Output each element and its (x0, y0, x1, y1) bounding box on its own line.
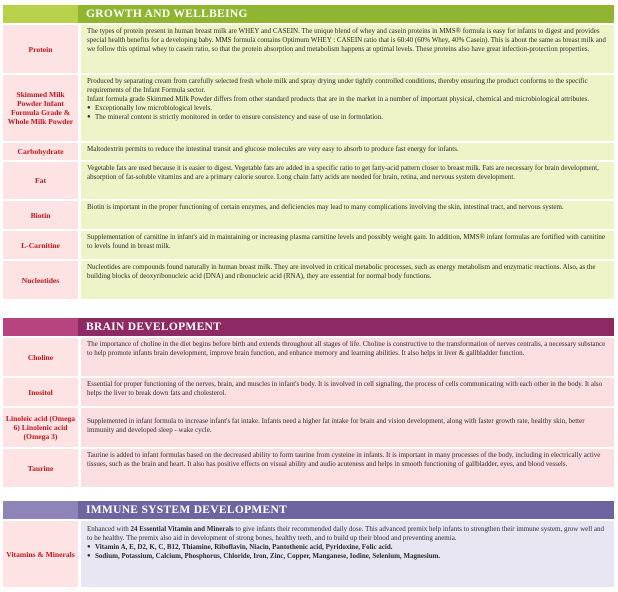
nutrient-row-fat (3, 162, 614, 199)
nutrient-description: Taurine is added to infant formulas based on the decreased ability to form taurine from cysteine in infants. It is important in many processes of the body, including in electrically active tissues, such as the brain and heart. It also has positive effects on visual ability and audio acuteness and helps in smooth functioning of gallbladder, eyes, and blood vessels. (81, 449, 614, 487)
list-item (87, 543, 609, 552)
section-immune-development (3, 501, 614, 587)
nutrient-label: Vitamins & Minerals (3, 521, 78, 587)
nutrient-description: Maltodextrin permits to reduce the intestinal transit and glucose molecules are very easy to absorb to produce fast energy for infants. (81, 143, 614, 160)
nutrient-row-vitamins-minerals (3, 521, 614, 587)
list-item (87, 552, 609, 561)
nutrient-description: Supplemented in infant formula to increase infant's fat intake. Infants need a higher fat intake for brain and vision development, along with faster growth rate, healthy skin, better immunity and developed sleep - wake cycle. (81, 408, 614, 447)
section-brain-development (3, 318, 614, 487)
nutrient-description: The types of protein present in human breast milk are WHEY and CASEIN. The unique blend of whey and casein proteins in MMS® formula is easy for infants to digest and provides special health benefits for a developing baby. MMS formula contains Optimum WHEY : CASEIN ratio that is 60:40 (60% Whey, 40% Casein). This is about the same as breast milk and we follow this optimal whey to casein ratio, so that the protein absorption and metabolism happens at optimal levels. These proteins also have great infection-protection properties. (81, 25, 614, 73)
nutrient-description: Supplementation of carnitine in infant's aid in maintaining or increasing plasma carnitine levels and possibly weight gain. In addition, MMS® infant formulas are fortified with carnitine to levels found in breast milk. (81, 231, 614, 259)
nutrient-label: Skimmed Milk Powder Infant Formula Grade & Whole Milk Powder (3, 75, 78, 141)
nutrient-row-protein (3, 25, 614, 73)
nutrient-label: Biotin (3, 201, 78, 229)
nutrient-row-inositol (3, 378, 614, 406)
text-run: to give infants their recommended daily dose. This advanced premix help infants to strengthen their immune system, grow well and to be healthy. The premix also aid in development of strong bones, healthy teeth, and to build up their blood and preventing anemia. (87, 525, 605, 542)
text-emphasis: 24 Essential Vitamin and Minerals (130, 525, 234, 533)
section-header (3, 501, 614, 519)
list-item-text: Sodium, Potassium, Calcium, Phosphorus, Chloride, Iron, Zinc, Copper, Manganese, Iodine, Selenium, Magnesium. (95, 552, 441, 560)
nutrient-row-carbohydrate (3, 143, 614, 160)
nutrient-description: Nucleotides are compounds found naturally in human breast milk. They are involved in critical metabolic processes, such as energy metabolism and enzymatic reactions. Also, as the building blocks of deoxyribonucleic acid (DNA) and ribonucleic acid (RNA), they are essential for normal body functions. (81, 261, 614, 299)
nutrient-row-l-carnitine (3, 231, 614, 259)
nutrient-description: Essential for proper functioning of the nerves, brain, and muscles in infant's body. It is involved in cell signaling, the process of cells communicating with each other in the body. It also helps the liver to break down fats and cholesterol. (81, 378, 614, 406)
nutrient-row-biotin (3, 201, 614, 229)
list-item: ● The mineral content is strictly monitored in order to ensure consistency and ease of use in formulation. (87, 113, 609, 122)
bullet-list (87, 543, 609, 561)
nutrient-row-choline (3, 338, 614, 376)
header-accent (3, 5, 78, 23)
description-paragraph: Infant formula grade Skimmed Milk Powder differs from other standard products that are in the market in a number of important physical, chemical and microbiological attributes. (87, 95, 589, 103)
nutrient-row-omega (3, 408, 614, 447)
nutrient-row-skimmed-milk (3, 75, 614, 141)
text-run: Enhanced with (87, 525, 131, 533)
nutrient-label: L-Carnitine (3, 231, 78, 259)
nutrient-label: Choline (3, 338, 78, 376)
nutrient-description (81, 75, 614, 141)
nutrient-label: Linoleic acid (Omega 6) Linolenic acid (Omega 3) (3, 408, 78, 447)
section-title: IMMUNE SYSTEM DEVELOPMENT (78, 501, 614, 519)
header-accent (3, 501, 78, 519)
nutrient-row-nucleotides (3, 261, 614, 299)
nutrient-row-taurine (3, 449, 614, 487)
nutrient-label: Nucleotides (3, 261, 78, 299)
list-item-text: Vitamin A, E, D2, K, C, B12, Thiamine, Riboflavin, Niacin, Pantothenic acid, Pyridoxine, Folic acid. (95, 543, 393, 551)
nutrient-label: Taurine (3, 449, 78, 487)
section-header (3, 318, 614, 336)
list-item: ● Exceptionally low microbiological levels. (87, 104, 609, 113)
header-accent (3, 318, 78, 336)
description-paragraph: Produced by separating cream from carefully selected fresh whole milk and spray drying under tightly controlled conditions, thereby ensuring the product conforms to the specific requirements of the Infant Formula sector. (87, 77, 588, 94)
section-title: BRAIN DEVELOPMENT (78, 318, 614, 336)
nutrient-label: Inositol (3, 378, 78, 406)
description-paragraph (87, 525, 609, 543)
section-header (3, 5, 614, 23)
nutrient-description (81, 521, 614, 587)
nutrient-description: Biotin is important in the proper functioning of certain enzymes, and deficiencies may lead to many complications involving the skin, intestinal tract, and nervous system. (81, 201, 614, 229)
nutrient-label: Protein (3, 25, 78, 73)
nutrient-description: The importance of choline in the diet begins before birth and extends throughout all stages of life. Choline is constructive to the transformation of nerves centralis, a necessary substance to help promote infants brain development, improve brain function, and enhance memory and learning abilities. It also helps in liver & gallbladder function. (81, 338, 614, 376)
section-growth-wellbeing (3, 5, 614, 299)
nutrient-label: Carbohydrate (3, 143, 78, 160)
nutrient-label: Fat (3, 162, 78, 199)
bullet-list (87, 104, 609, 122)
section-title: GROWTH AND WELLBEING (78, 5, 614, 23)
nutrient-description: Vegetable fats are used because it is easier to digest. Vegetable fats are added in a specific ratio to get fatty-acid pattern closer to breast milk. Fats are necessary for brain development, absorption of fat-soluble vitamins and are a primary calorie source. Long chain fatty acids are needed for brain, retina, and nervous system development. (81, 162, 614, 199)
